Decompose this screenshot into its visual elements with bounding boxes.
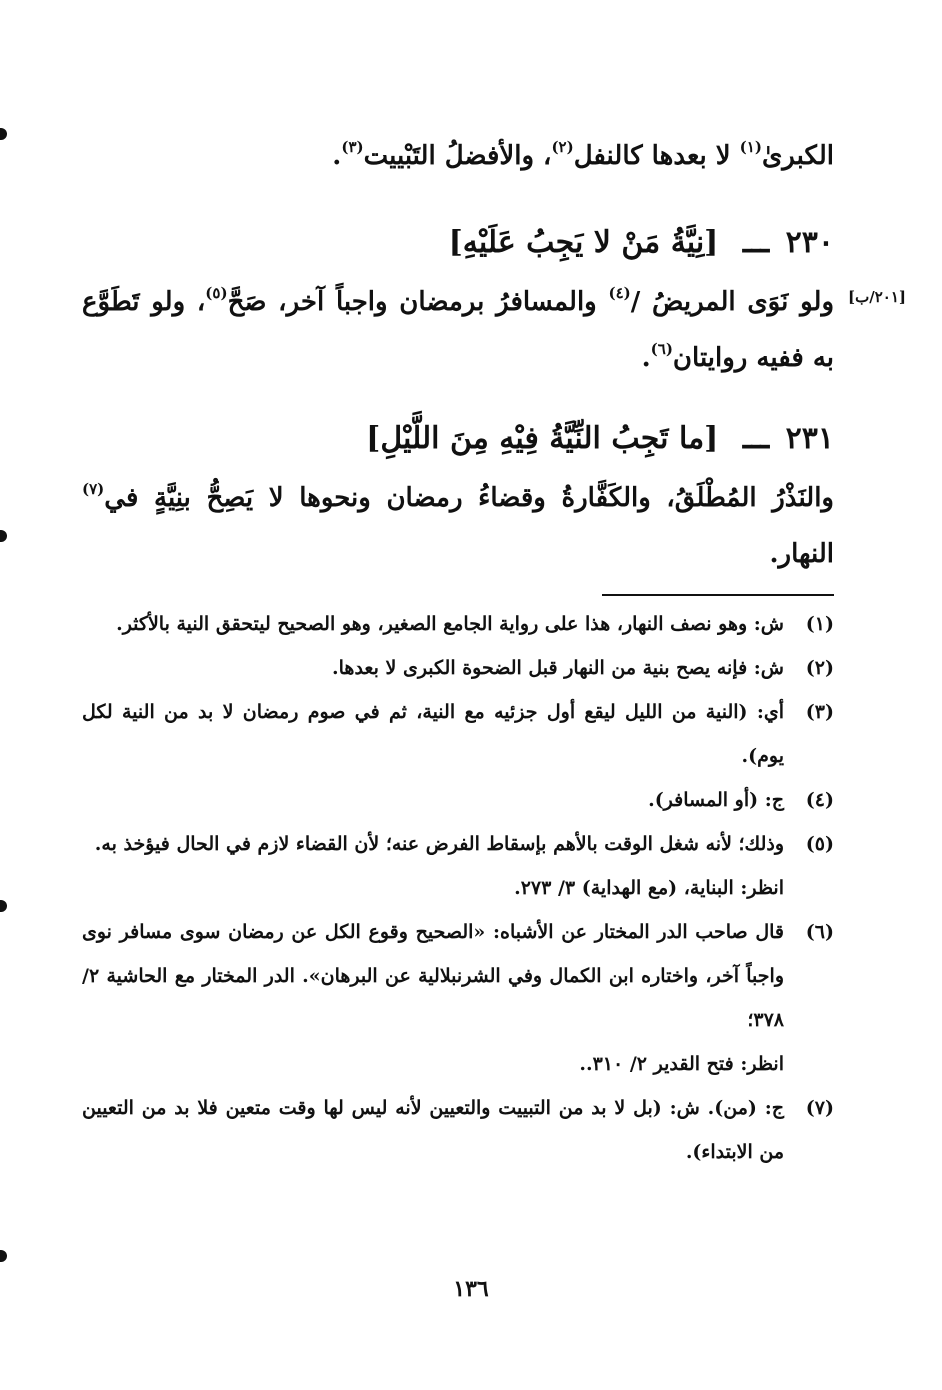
- page-number: ١٣٦: [453, 1276, 489, 1302]
- text-run: لا بعدها كالنفل: [573, 141, 740, 171]
- footnote-text: ج: (من). ش: (بل لا بد من التبييت والتعيين لأنه ليس لها وقت متعين فلا بد من التعيين من الابتداء).: [82, 1097, 784, 1163]
- footnote-body: [82, 690, 784, 778]
- footnote-text: ش: فإنه يصح بنية من النهار قبل الضحوة الكبرى لا بعدها.: [332, 657, 784, 679]
- text-run: ولو نَوَى المريضُ /: [630, 287, 834, 317]
- section-dash: ـــ: [742, 225, 770, 260]
- footnote-text: قال صاحب الدر المختار عن الأشباه: «الصحيح وقوع الكل عن رمضان سوى مسافر نوى واجباً آخر، واختاره ابن الكمال وفي الشرنبلالية عن البرهان». الدر المختار مع الحاشية ٢/ ٣٧٨؛: [82, 921, 784, 1031]
- text-run: .: [641, 343, 651, 373]
- footnotes-block: [82, 602, 834, 1174]
- paragraph-231: [82, 470, 834, 582]
- footnote-body: [82, 646, 784, 690]
- footnote-ref[interactable]: (٤): [608, 284, 631, 302]
- footnote-ref[interactable]: (١): [739, 138, 762, 156]
- footnote-body: [82, 822, 784, 910]
- text-run: والنَذْرُ المُطْلَقُ، والكَفَّارةُ وقضاءُ رمضان ونحوها لا يَصِحُّ بنِيَّةٍ في: [104, 483, 834, 513]
- footnote-number: (٦): [805, 921, 834, 943]
- footnote-text: ج: (أو المسافر).: [648, 789, 784, 811]
- footnote-text: ش: وهو نصف النهار، هذا على رواية الجامع الصغير، وهو الصحيح ليتحقق النية بالأكثر.: [116, 613, 784, 635]
- footnote: [82, 1086, 834, 1174]
- footnote-ref[interactable]: (٧): [82, 480, 105, 498]
- footnote: [82, 602, 834, 646]
- scan-mark: [0, 530, 7, 542]
- text-run: والمسافرُ برمضان واجباً آخر، صَحَّ: [227, 287, 609, 317]
- footnote-body: [82, 778, 784, 822]
- footnote-ref[interactable]: (٥): [205, 284, 228, 302]
- text-run: ، ولو تَطَوَّع به ففيه روايتان: [82, 287, 834, 373]
- footnote-ref[interactable]: (٦): [650, 340, 673, 358]
- footnote-number: (٢): [805, 657, 834, 679]
- footnote-text: أي: (النية من الليل ليقع أول جزئيه مع النية، ثم في صوم رمضان لا بد من النية لكل يوم).: [82, 701, 785, 767]
- section-heading-231: [82, 414, 834, 464]
- footnote: [82, 822, 834, 910]
- paragraph-230: [82, 274, 834, 386]
- text-run: الكبرىٰ: [761, 141, 834, 171]
- paragraph-top: [82, 128, 834, 184]
- section-number: ٢٣٠: [785, 225, 834, 260]
- footnote-body: [82, 602, 784, 646]
- scan-mark: [0, 900, 7, 912]
- footnote-number: (٥): [805, 833, 834, 855]
- footnote-number: (١): [805, 613, 834, 635]
- footnote-separator: [602, 594, 834, 596]
- footnote-text: وذلك؛ لأنه شغل الوقت بالأهم بإسقاط الفرض عنه؛ لأن القضاء لازم في الحال فيؤخذ به.: [94, 833, 784, 855]
- footnote-text: انظر: البناية، (مع الهداية) ٣/ ٢٧٣.: [514, 877, 784, 899]
- text-run: ، والأفضلُ التَبْييت: [363, 141, 552, 171]
- footnote-ref[interactable]: (٢): [551, 138, 574, 156]
- scan-mark: [0, 1250, 7, 1262]
- section-dash: ـــ: [742, 421, 770, 456]
- section-heading-230: [82, 218, 834, 268]
- footnote-number: (٣): [805, 701, 834, 723]
- footnote: [82, 646, 834, 690]
- text-run: النهار.: [769, 539, 834, 569]
- footnote-body: [82, 910, 784, 1086]
- section-title: [ما تَجِبُ النِّيَّةُ فِيْهِ مِنَ اللَّيْلِ]: [366, 421, 719, 456]
- margin-folio-ref: [٢٠١/ب]: [848, 288, 906, 306]
- footnote-text: انظر: فتح القدير ٢/ ٣١٠..: [579, 1053, 784, 1075]
- footnote: [82, 690, 834, 778]
- footnote-ref[interactable]: (٣): [341, 138, 364, 156]
- footnote: [82, 910, 834, 1086]
- section-number: ٢٣١: [785, 421, 834, 456]
- footnote: [82, 778, 834, 822]
- footnote-body: [82, 1086, 784, 1174]
- scan-mark: [0, 128, 7, 140]
- text-run: .: [332, 141, 342, 171]
- section-title: [نِيَّةُ مَنْ لا يَجِبُ عَلَيْهِ]: [448, 225, 719, 260]
- footnote-number: (٧): [805, 1097, 834, 1119]
- footnote-number: (٤): [805, 789, 834, 811]
